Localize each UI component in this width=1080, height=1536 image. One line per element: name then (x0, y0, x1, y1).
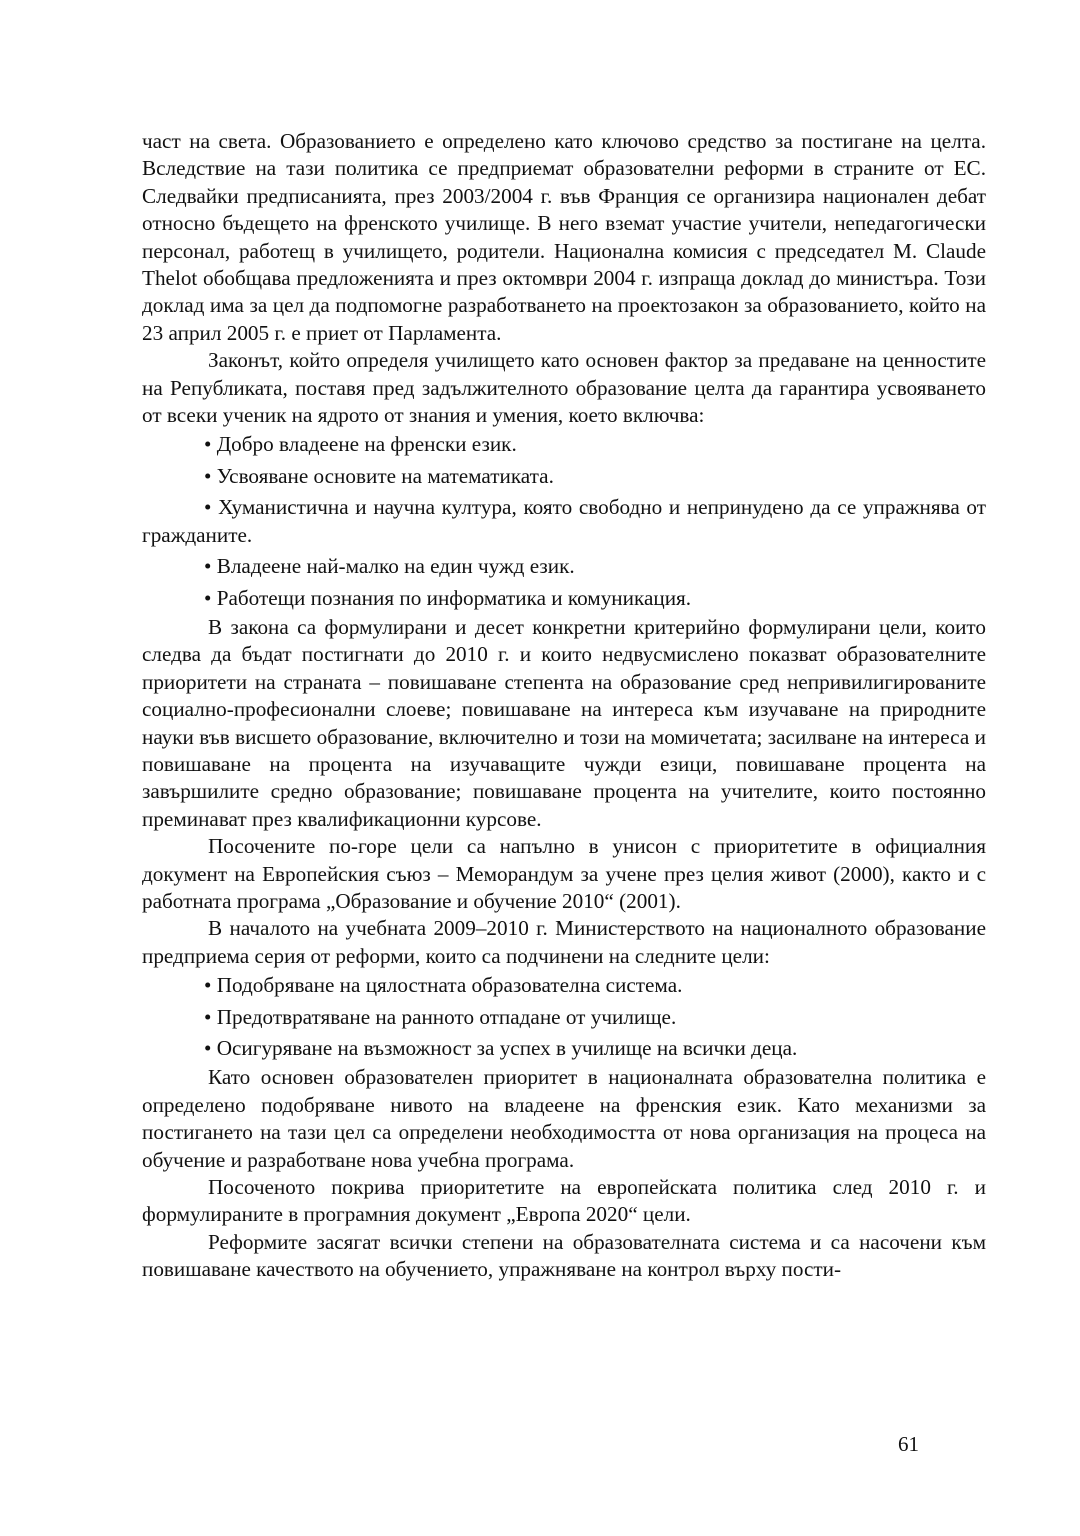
bullet-item: • Владеене най-малко на един чужд език. (204, 554, 575, 579)
paragraph: част на света. Образованието е определено като ключово средство за постигане на целта. Вследствие на тази политика се предприемат образователни реформи в страните от ЕС. Следвайки предписанията, през 2003/2004 г. във Франция се организира национален дебат относно бъдещето на френското училище. В него вземат участие учители, непедагогически персонал, работещ в училището, родители. Национална комисия с председател M. Claude Thelot обобщава предложенията и през октомври 2004 г. изпраща доклад до министъра. Този доклад има за цел да подпомогне разработването на проектозакон за образованието, който на 23 април 2005 г. е приет от Парламента. (142, 129, 986, 345)
paragraph: Като основен образователен приоритет в националната образователна политика е определено подобряване нивото на владеене на френския език. Като механизми за постигането на тази цел са определени необходимостта от нова организация на процеса на обучение и разработване нова учебна програма. (142, 1065, 986, 1172)
paragraph: Законът, който определя училището като основен фактор за предаване на ценностите на Републиката, поставя пред задължителното образование целта да гарантира усвояването от всеки ученик на ядрото от знания и умения, което включва: (142, 348, 986, 428)
bullet-item: • Осигуряване на възможност за успех в училище на всички деца. (204, 1036, 798, 1060)
paragraph: Реформите засягат всички степени на образователната система и са насочени към повишаване качеството на обучението, упражняване на контрол върху пости- (142, 1229, 986, 1282)
paragraph: В закона са формулирани и десет конкретни критерийно формулирани цели, които следва да бъдат постигнати до 2010 г. и които недвусмислено показват образователните приоритети на страната – повишаване степента на образование сред непривилигированите социално-професионални слоеве; повишаване на интереса към изучаване на природните науки във висшето образование, включително и този на момичетата; засилване на интереса и повишаване на процента на изучаващите чужди езици, повишаване процента на завършилите средно образование; повишаване процента на учителите, които постоянно преминават през квалификационни курсове. (142, 614, 986, 831)
bullet-item: • Усвояване основите на математиката. (204, 463, 554, 488)
bullet-item: • Хуманистична и научна култура, която свободно и непринудено да се упражнява от гражданите. (142, 495, 986, 547)
bullet-item: • Подобряване на цялостната образователна система. (204, 973, 683, 998)
paragraph: Посоченото покрива приоритетите на европейската политика след 2010 г. и формулираните в програмния документ „Европа 2020“ цели. (142, 1175, 986, 1227)
paragraph: Посочените по-горе цели са напълно в унисон с приоритетите в официалния документ на Европейския съюз – Меморандум за учене през целия живот (2000), както и с работната програма „Образование и обучение 2010“ (2001). (142, 834, 986, 913)
page-body (142, 128, 986, 1284)
paragraph: В началото на учебната 2009–2010 г. Министерството на националното образование предприема серия от реформи, които са подчинени на следните цели: (142, 916, 986, 968)
bullet-item: • Добро владеене на френски език. (204, 432, 517, 457)
bullet-item: • Предотвратяване на ранното отпадане от училище. (204, 1004, 677, 1029)
page-number: 61 (898, 1432, 919, 1456)
bullet-item: • Работещи познания по информатика и комуникация. (204, 585, 692, 610)
